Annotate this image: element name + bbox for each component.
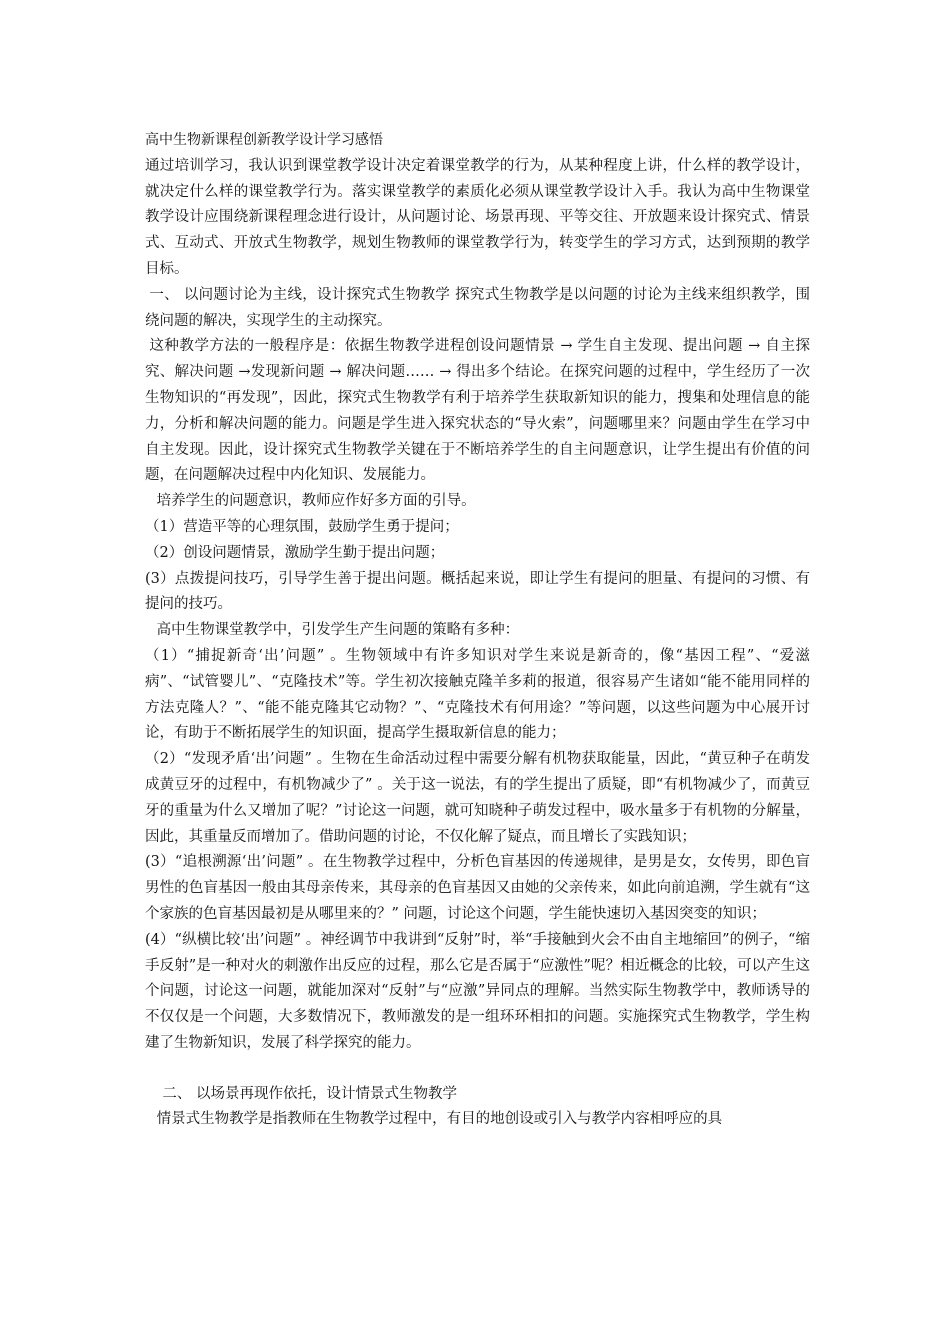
section-one-heading: 一、 以问题讨论为主线，设计探究式生物教学 探究式生物教学是以问题的讨论为主线来组织教学，围绕问题的解决，实现学生的主动探究。 [145,286,810,329]
strategy-item-3: (3）“追根溯源‘出’问题” 。在生物教学过程中，分析色盲基因的传递规律，是男是女，女传男，即色盲男性的色盲基因一般由其母亲传来，其母亲的色盲基因又由她的父亲传来，如此向前追溯，学生就有“这个家族的色盲基因最初是从哪里来的？” 问题，讨论这个问题，学生能快速切入基因突变的知识； [145,854,810,922]
document-page [145,128,810,1133]
list-item-3: (3）点拨提问技巧，引导学生善于提出问题。概括起来说，即让学生有提问的胆量、有提问的习惯、有提问的技巧。 [145,570,810,613]
section-two-heading: 二、 以场景再现作依托，设计情景式生物教学 [162,1085,457,1102]
strategy-item-4: (4）“纵横比较‘出’问题” 。神经调节中我讲到“反射”时，举“手接触到火会不由自主地缩回”的例子，“缩手反射”是一种对火的刺激作出反应的过程，那么它是否属于“应激性”呢？相近概念的比较，可以产生这个问题，讨论这一问题，就能加深对“反射”与“应激”异同点的理解。当然实际生物教学中，教师诱导的不仅仅是一个问题，大多数情况下，教师激发的是一组环环相扣的问题。实施探究式生物教学，学生构建了生物新知识，发展了科学探究的能力。 [145,931,810,1051]
strategy-item-2: （2）“发现矛盾‘出’问题” 。生物在生命活动过程中需要分解有机物获取能量，因此，“黄豆种子在萌发成黄豆牙的过程中，有机物减少了” 。关于这一说法，有的学生提出了质疑，即“有机物减少了，而黄豆牙的重量为什么又增加了呢？”讨论这一问题，就可知晓种子萌发过程中，吸水量多于有机物的分解量，因此，其重量反而增加了。借助问题的讨论，不仅化解了疑点，而且增长了实践知识； [145,751,810,845]
list-item-2: （2）创设问题情景，激励学生勤于提出问题； [145,544,445,561]
paragraph-procedure: 这种教学方法的一般程序是：依据生物教学进程创设问题情景 → 学生自主发现、提出问题 → 自主探究、解决问题 →发现新问题 → 解决问题…… → 得出多个结论。在探究问题的过程中，学生经历了一次生物知识的“再发现”，因此，探究式生物教学有利于培养学生获取新知识的能力，搜集和处理信息的能力，分析和解决问题的能力。问题是学生进入探究状态的“导火索”，问题哪里来？问题由学生在学习中自主发现。因此，设计探究式生物教学关键在于不断培养学生的自主问题意识，让学生提出有价值的问题，在问题解决过程中内化知识、发展能力。 [145,338,810,484]
document-title: 高中生物新课程创新教学设计学习感悟 [145,132,383,148]
paragraph-guidance: 培养学生的问题意识，教师应作好多方面的引导。 [156,493,476,510]
paragraph-scenario: 情景式生物教学是指教师在生物教学过程中，有目的地创设或引入与教学内容相呼应的具 [156,1111,723,1128]
section-gap [145,1057,810,1082]
paragraph-intro: 通过培训学习，我认识到课堂教学设计决定着课堂教学的行为，从某种程度上讲，什么样的教学设计，就决定什么样的课堂教学行为。落实课堂教学的素质化必须从课堂教学设计入手。我认为高中生物课堂教学设计应围绕新课程理念进行设计，从问题讨论、场景再现、平等交往、开放题来设计探究式、情景式、互动式、开放式生物教学，规划生物教师的课堂教学行为，转变学生的学习方式，达到预期的教学目标。 [145,157,810,277]
list-item-1: （1）营造平等的心理氛围，鼓励学生勇于提问； [145,518,459,535]
strategy-item-1: （1）“捕捉新奇‘出’问题” 。生物领域中有许多知识对学生来说是新奇的，像“基因工程”、“爱滋病”、“试管婴儿”、“克隆技术”等。学生初次接触克隆羊多莉的报道，很容易产生诸如“能不能用同样的方法克隆人？”、“能不能克隆其它动物？”、“克隆技术有何用途？”等问题，以这些问题为中心展开讨论，有助于不断拓展学生的知识面，提高学生摄取新信息的能力； [145,647,810,742]
paragraph-strategies: 高中生物课堂教学中，引发学生产生问题的策略有多种： [156,622,520,639]
